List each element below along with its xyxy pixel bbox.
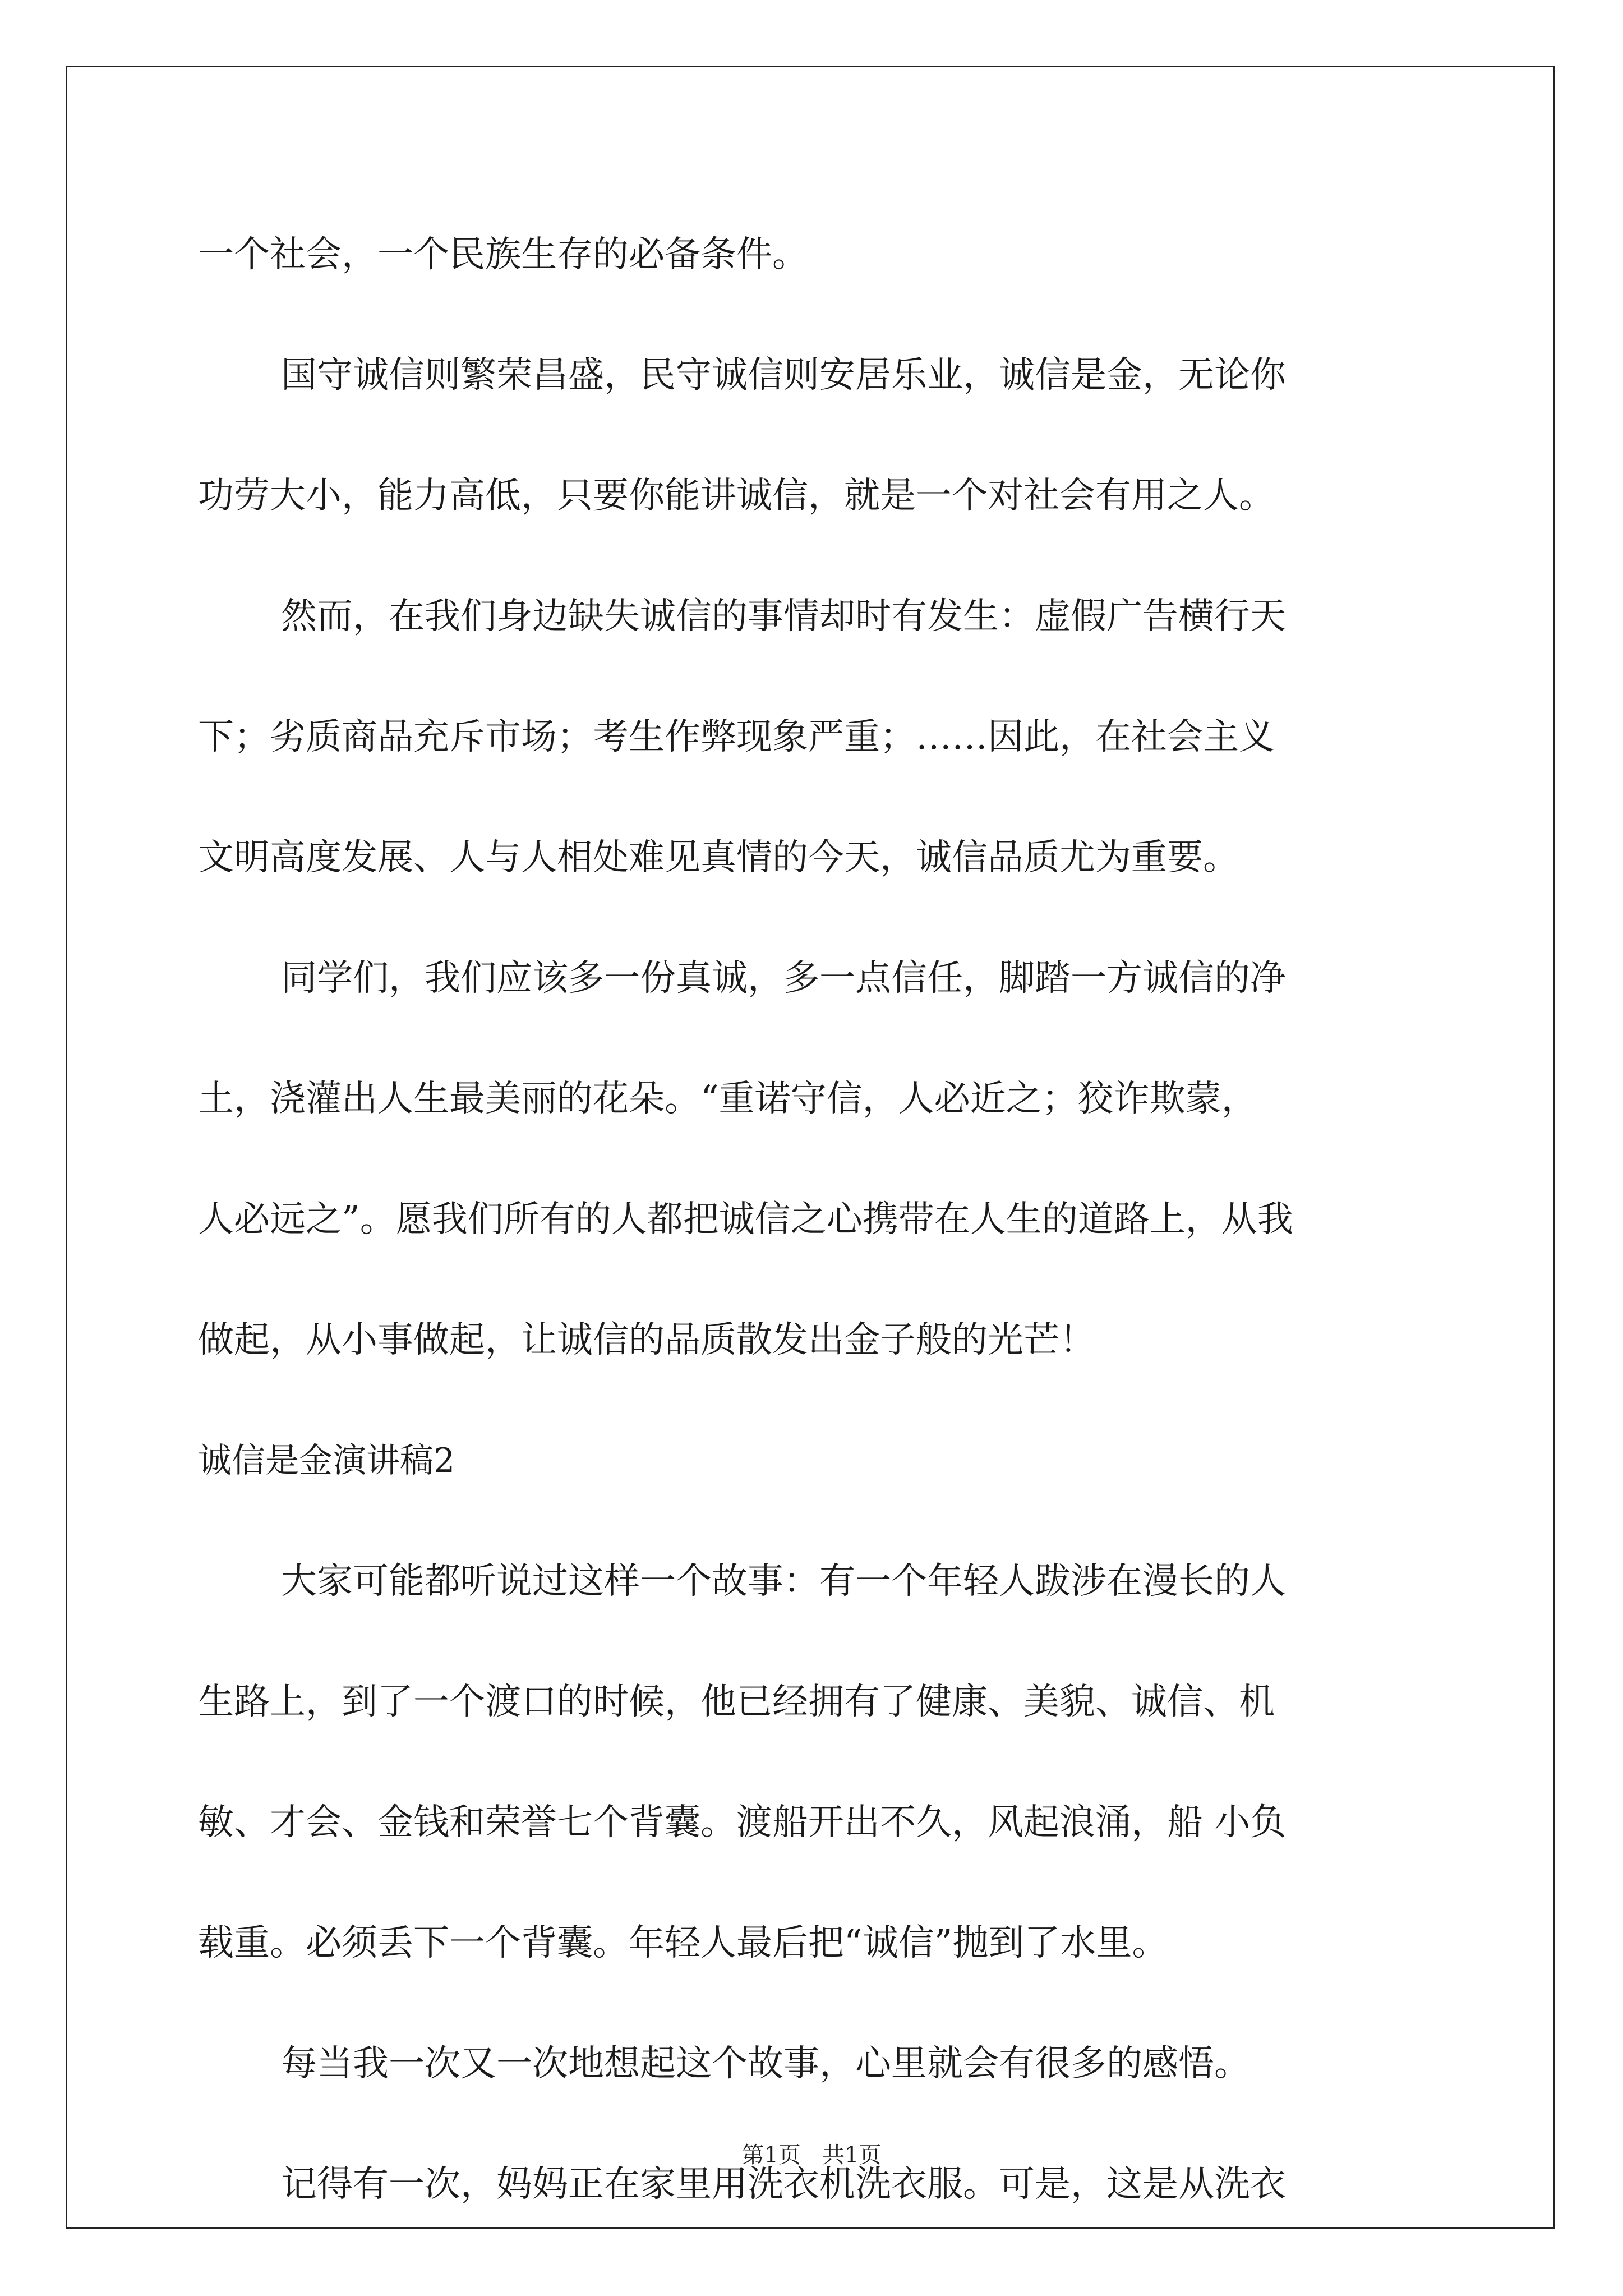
paragraph-line: 然而，在我们身边缺失诚信的事情却时有发生：虚假广告横行天 <box>281 596 1286 637</box>
paragraph-line: 载重。必须丢下一个背囊。年轻人最后把“诚信”抛到了水里。 <box>198 1922 1168 1964</box>
document-body <box>198 215 1423 2225</box>
paragraph-line: 同学们，我们应该多一份真诚，多一点信任，脚踏一方诚信的净 <box>281 958 1286 999</box>
paragraph-line: 人必远之”。愿我们所有的人都把诚信之心携带在人生的道路上，从我 <box>198 1199 1293 1240</box>
paragraph-line: 一个社会，一个民族生存的必备条件。 <box>198 234 808 275</box>
paragraph-line: 做起，从小事做起，让诚信的品质散发出金子般的光芒！ <box>198 1319 1095 1361</box>
paragraph-line: 功劳大小，能力高低，只要你能讲诚信，就是一个对社会有用之人。 <box>198 475 1275 517</box>
paragraph-line: 国守诚信则繁荣昌盛，民守诚信则安居乐业，诚信是金，无论你 <box>281 355 1286 396</box>
paragraph-line: 下；劣质商品充斥市场；考生作弊现象严重；……因此，在社会主义 <box>198 716 1275 758</box>
paragraph-line: 大家可能都听说过这样一个故事：有一个年轻人跋涉在漫长的人 <box>281 1561 1286 1602</box>
paragraph-line: 土，浇灌出人生最美丽的花朵。“重诺守信，人必近之；狡诈欺蒙， <box>198 1078 1257 1120</box>
paragraph-line: 敏、才会、金钱和荣誉七个背囊。渡船开出不久，风起浪涌，船 小负 <box>198 1802 1287 1843</box>
paragraph-line: 记得有一次，妈妈正在家里用洗衣机洗衣服。可是，这是从洗衣 <box>281 2164 1286 2205</box>
paragraph-line: 文明高度发展、人与人相处难见真情的今天，诚信品质尤为重要。 <box>198 837 1239 878</box>
section-heading: 诚信是金演讲稿2 <box>198 1441 455 1480</box>
page-footer: 第1页 共1页 <box>741 2142 882 2168</box>
paragraph-line: 生路上，到了一个渡口的时候，他已经拥有了健康、美貌、诚信、机 <box>198 1681 1275 1723</box>
paragraph-line: 每当我一次又一次地想起这个故事，心里就会有很多的感悟。 <box>281 2043 1250 2085</box>
